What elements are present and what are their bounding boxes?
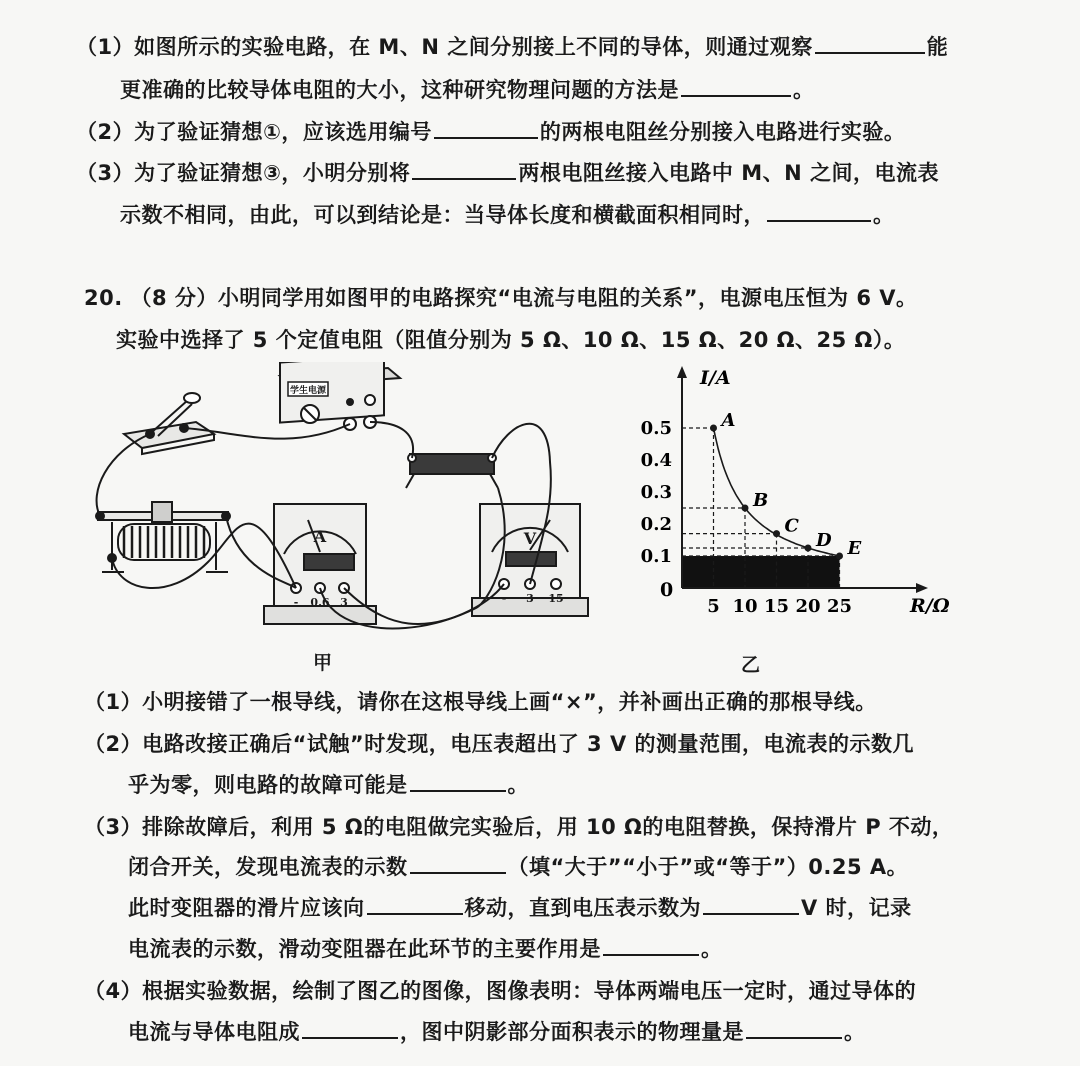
x-tick-label: 25: [826, 596, 853, 617]
data-point: [710, 425, 717, 432]
answer-blank[interactable]: [603, 934, 699, 956]
ir-chart: [620, 362, 1000, 622]
answer-blank[interactable]: [746, 1017, 842, 1039]
point-label: C: [784, 515, 799, 537]
y-tick-label: 0.3: [640, 482, 672, 503]
y-tick-label: 0.1: [640, 546, 672, 567]
q20-sub4-line1: （4）根据实验数据，绘制了图乙的图像，图像表明：导体两端电压一定时，通过导体的: [84, 979, 917, 1003]
figure-caption-yi: 乙: [741, 654, 761, 676]
q19-sub1-line1: （1）如图所示的实验电路，在 M、N 之间分别接上不同的导体，则通过观察 能: [76, 32, 948, 62]
answer-blank[interactable]: [410, 770, 506, 792]
voltmeter-terminal: -: [501, 592, 507, 605]
x-axis-arrow-icon: [916, 583, 928, 593]
data-point: [742, 505, 749, 512]
answer-blank[interactable]: [767, 200, 871, 222]
power-supply-icon: [280, 362, 400, 430]
ammeter-letter: A: [313, 527, 327, 546]
y-axis-arrow-icon: [677, 366, 687, 378]
shaded-area: [682, 556, 840, 588]
data-point: [836, 553, 843, 560]
q19-sub1-line2: 更准确的比较导体电阻的大小，这种研究物理问题的方法是 。: [120, 75, 815, 105]
q20-sub2-line1: （2）电路改接正确后“试触”时发现，电压表超出了 3 V 的测量范围，电流表的示数几: [84, 732, 915, 756]
voltmeter-terminal: 15: [548, 592, 564, 605]
figure-caption-jia: 甲: [313, 652, 333, 674]
point-label: B: [753, 490, 769, 511]
data-point: [805, 545, 812, 552]
rheostat-icon: [96, 502, 230, 572]
x-axis-label: R/Ω: [910, 595, 950, 617]
switch-icon: [124, 393, 214, 454]
answer-blank[interactable]: [367, 893, 463, 915]
q20-sub3-line4: 电流表的示数，滑动变阻器在此环节的主要作用是 。: [128, 934, 723, 964]
point-label: A: [721, 410, 736, 431]
ammeter-terminal: 3: [340, 596, 348, 609]
x-tick-label: 10: [732, 596, 758, 617]
q20-sub2-line2: 乎为零，则电路的故障可能是 。: [128, 770, 529, 800]
q20-sub1: （1）小明接错了一根导线，请你在这根导线上画“×”，并补画出正确的那根导线。: [84, 690, 877, 714]
origin-label: 0: [660, 579, 674, 601]
x-tick-label: 20: [795, 596, 821, 617]
answer-blank[interactable]: [410, 852, 506, 874]
data-point: [773, 530, 780, 537]
answer-blank[interactable]: [681, 75, 791, 97]
y-tick-label: 0.4: [640, 450, 672, 471]
q20-sub4-line2: 电流与导体电阻成 ，图中阴影部分面积表示的物理量是 。: [128, 1017, 866, 1047]
y-axis-label: I/A: [700, 367, 731, 389]
answer-blank[interactable]: [302, 1017, 398, 1039]
circuit-diagram: [88, 362, 618, 652]
y-tick-label: 0.2: [640, 514, 672, 535]
point-label: D: [816, 530, 832, 551]
q19-sub2: （2）为了验证猜想①，应该选用编号 的两根电阻丝分别接入电路进行实验。: [76, 117, 905, 147]
q20-sub3-line1: （3）排除故障后，利用 5 Ω的电阻做完实验后，用 10 Ω的电阻替换，保持滑片 P 不动，: [84, 815, 954, 839]
q20-header2: 实验中选择了 5 个定值电阻（阻值分别为 5 Ω、10 Ω、15 Ω、20 Ω、25 Ω）。: [116, 328, 906, 352]
point-label: E: [847, 538, 862, 559]
voltmeter-letter: V: [523, 529, 537, 548]
answer-blank[interactable]: [434, 117, 538, 139]
ammeter-terminal: -: [293, 596, 299, 609]
x-tick-label: 15: [763, 596, 790, 617]
q19-sub3-line2: 示数不相同，由此，可以到结论是：当导体长度和横截面积相同时， 。: [120, 200, 895, 230]
x-tick-label: 5: [707, 596, 720, 617]
ammeter-icon: [264, 504, 376, 624]
q20-sub3-line2: 闭合开关，发现电流表的示数 （填“大于”“小于”或“等于”）0.25 A。: [128, 852, 908, 882]
y-tick-label: 0.5: [640, 418, 672, 439]
answer-blank[interactable]: [412, 158, 516, 180]
answer-blank[interactable]: [703, 893, 799, 915]
resistor-icon: [406, 454, 498, 488]
q19-sub3-line1: （3）为了验证猜想③，小明分别将 两根电阻丝接入电路中 M、N 之间，电流表: [76, 158, 939, 188]
answer-blank[interactable]: [815, 32, 925, 54]
power-supply-label: 学生电源: [289, 386, 327, 396]
q20-sub3-line3: 此时变阻器的滑片应该向 移动，直到电压表示数为 V 时，记录: [128, 893, 912, 923]
q20-header: 20. （8 分）小明同学用如图甲的电路探究“电流与电阻的关系”，电源电压恒为 6 V。: [84, 286, 918, 310]
voltmeter-terminal: 3: [526, 592, 534, 605]
ammeter-terminal: 0.6: [310, 596, 330, 609]
